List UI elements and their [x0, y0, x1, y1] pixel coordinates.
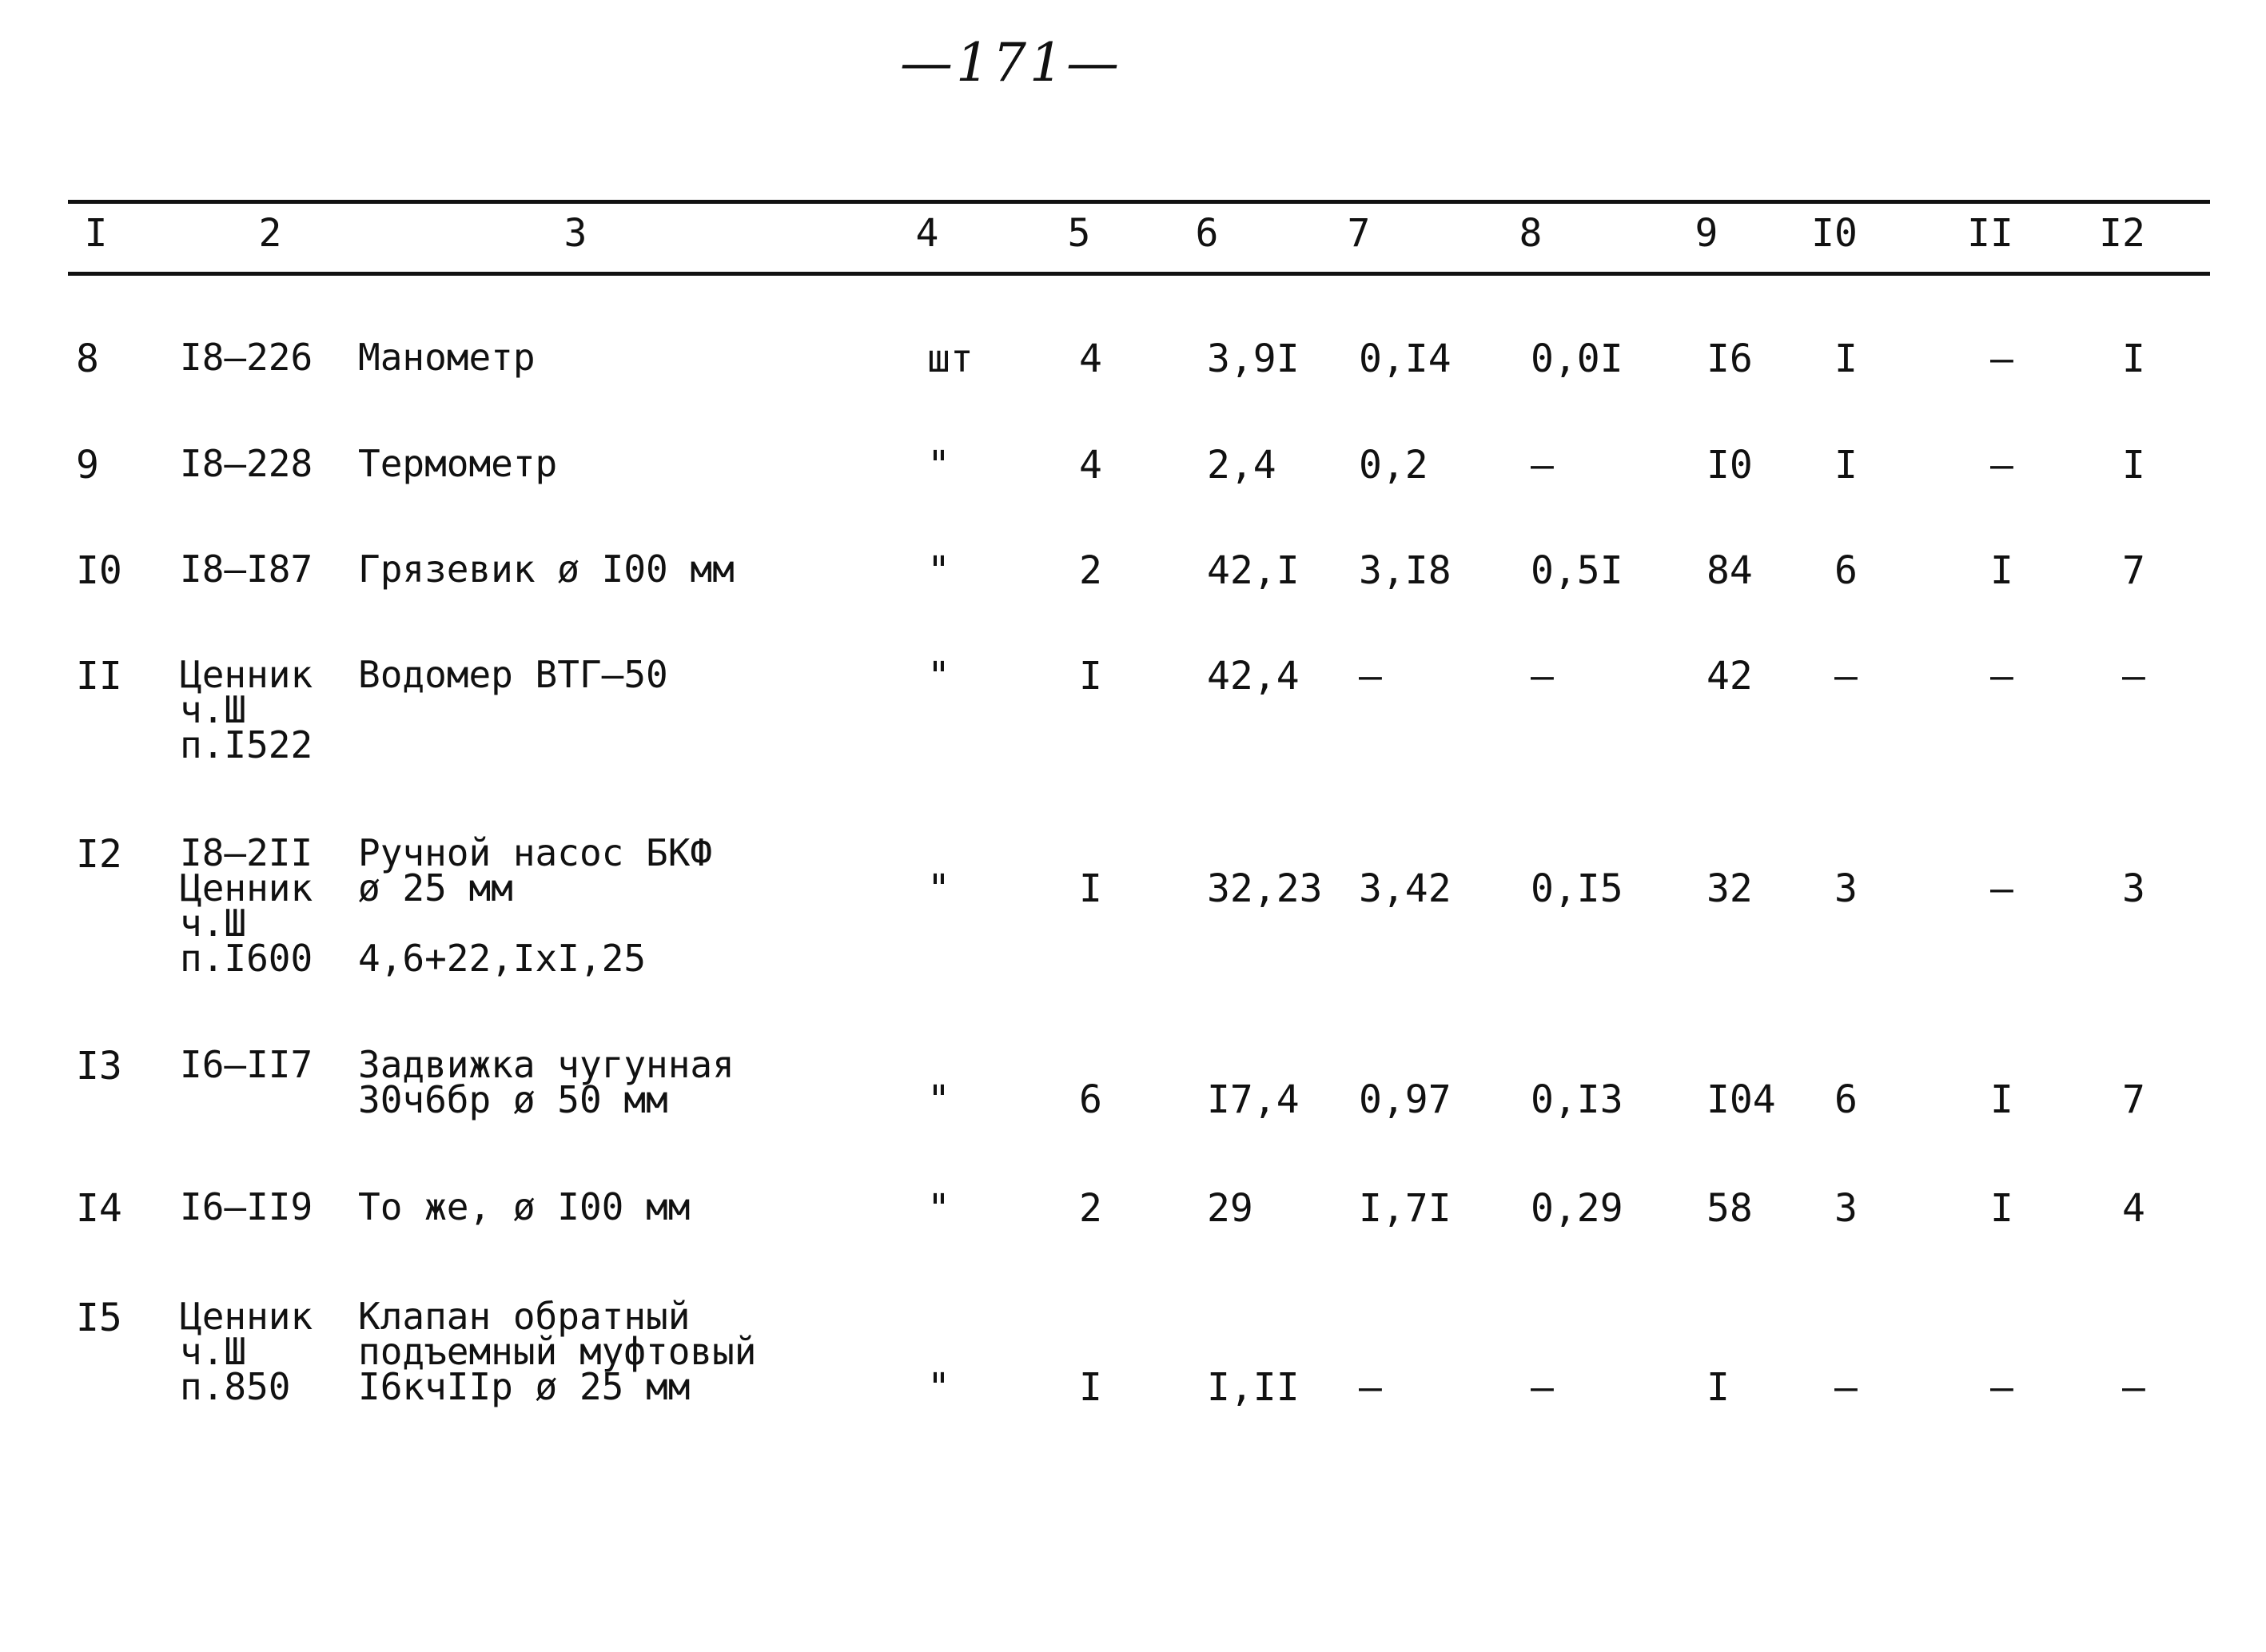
table-cell-c11: – [1990, 866, 2013, 911]
table-cell-c12: – [2122, 654, 2145, 699]
column-header: I [84, 211, 108, 256]
column-header: 8 [1519, 211, 1543, 256]
row-number: I3 [76, 1044, 122, 1089]
column-header: 9 [1695, 211, 1718, 256]
rate-code: Ценник [180, 1295, 313, 1338]
table-cell-c10: 3 [1834, 866, 1858, 911]
column-header: 6 [1195, 211, 1219, 256]
table-cell-c8: 0,I5 [1531, 866, 1623, 911]
column-header: 3 [564, 211, 587, 256]
table-cell-c5: 4 [1079, 336, 1102, 381]
table-cell-c7: 0,97 [1359, 1077, 1452, 1122]
table-cell-c5: I [1079, 866, 1102, 911]
table-cell-c7: 3,42 [1359, 866, 1452, 911]
table-cell-c12: 4 [2122, 1186, 2145, 1231]
column-header: I0 [1811, 211, 1858, 256]
table-cell-c11: I [1990, 1186, 2013, 1231]
table-cell-c5: I [1079, 1365, 1102, 1410]
item-name: Манометр [358, 336, 536, 379]
rate-code: ч.Ш [180, 688, 247, 731]
page-number: —171— [900, 32, 1122, 94]
table-cell-c11: – [1990, 443, 2013, 488]
rate-code: ч.Ш [180, 1330, 247, 1373]
item-name: Ручной насос БКФ [358, 831, 713, 874]
item-name: 4,6+22,IxI,25 [358, 937, 647, 980]
table-cell-c7: – [1359, 1365, 1382, 1410]
column-header: 4 [915, 211, 939, 256]
column-header: II [1967, 211, 2013, 256]
table-cell-c8: 0,0I [1531, 336, 1623, 381]
row-number: I0 [76, 548, 122, 593]
table-cell-c6: 2,4 [1207, 443, 1276, 488]
table-cell-c12: – [2122, 1365, 2145, 1410]
rate-code: I8–2II [180, 831, 313, 874]
table-cell-c10: I [1834, 443, 1858, 488]
table-cell-unit: " [927, 866, 950, 911]
table-cell-unit: шт [927, 336, 974, 381]
table-cell-unit: " [927, 1186, 950, 1231]
item-name: 30ч6бр ø 50 мм [358, 1078, 668, 1121]
table-cell-c7: – [1359, 654, 1382, 699]
table-cell-c5: 6 [1079, 1077, 1102, 1122]
table-cell-c9: I [1706, 1365, 1730, 1410]
table-cell-c9: 84 [1706, 548, 1753, 593]
table-cell-c11: – [1990, 1365, 2013, 1410]
rate-code: I8–I87 [180, 547, 313, 591]
row-number: 9 [76, 443, 99, 488]
table-cell-c10: 3 [1834, 1186, 1858, 1231]
column-header: 2 [258, 211, 282, 256]
table-cell-c7: 3,I8 [1359, 548, 1452, 593]
table-cell-c9: 58 [1706, 1186, 1753, 1231]
rate-code: I6–II7 [180, 1043, 313, 1086]
item-name: Водомер ВТГ–50 [358, 653, 668, 696]
item-name: Задвижка чугунная [358, 1043, 735, 1086]
table-cell-c9: I04 [1706, 1077, 1776, 1122]
rate-code: I6–II9 [180, 1185, 313, 1228]
item-name: подъемный муфтовый [358, 1330, 757, 1373]
table-cell-c10: – [1834, 1365, 1858, 1410]
table-top-rule [68, 200, 2210, 204]
column-header: 5 [1067, 211, 1091, 256]
row-number: I5 [76, 1296, 122, 1340]
table-cell-c7: 0,I4 [1359, 336, 1452, 381]
rate-code: I8–226 [180, 336, 313, 379]
table-header-rule [68, 272, 2210, 276]
rate-code: Ценник [180, 866, 313, 910]
rate-code: Ценник [180, 653, 313, 696]
table-cell-c6: 3,9I [1207, 336, 1300, 381]
table-cell-c6: I7,4 [1207, 1077, 1300, 1122]
table-cell-c8: 0,29 [1531, 1186, 1623, 1231]
table-cell-c12: 7 [2122, 548, 2145, 593]
table-cell-c6: 42,I [1207, 548, 1300, 593]
table-cell-unit: " [927, 654, 950, 699]
table-cell-c6: 29 [1207, 1186, 1253, 1231]
rate-code: п.850 [180, 1365, 291, 1408]
table-cell-c8: – [1531, 1365, 1554, 1410]
table-cell-c7: I,7I [1359, 1186, 1452, 1231]
table-cell-c12: I [2122, 443, 2145, 488]
rate-code: п.I600 [180, 937, 313, 980]
table-cell-c8: – [1531, 443, 1554, 488]
table-cell-c11: – [1990, 654, 2013, 699]
column-header: 7 [1347, 211, 1371, 256]
table-cell-c5: 2 [1079, 548, 1102, 593]
table-cell-c9: 42 [1706, 654, 1753, 699]
row-number: I2 [76, 832, 122, 877]
table-cell-c6: 32,23 [1207, 866, 1323, 911]
item-name: ø 25 мм [358, 866, 513, 910]
table-cell-c9: 32 [1706, 866, 1753, 911]
rate-code: I8–228 [180, 442, 313, 485]
table-cell-c11: – [1990, 336, 2013, 381]
table-cell-unit: " [927, 1365, 950, 1410]
table-cell-c5: I [1079, 654, 1102, 699]
table-cell-c8: 0,I3 [1531, 1077, 1623, 1122]
table-cell-unit: " [927, 1077, 950, 1122]
item-name: Термометр [358, 442, 558, 485]
rate-code: п.I522 [180, 723, 313, 766]
table-cell-c10: – [1834, 654, 1858, 699]
table-cell-c5: 4 [1079, 443, 1102, 488]
table-cell-c10: 6 [1834, 548, 1858, 593]
table-cell-c9: I0 [1706, 443, 1753, 488]
table-cell-c6: I,II [1207, 1365, 1300, 1410]
table-cell-c11: I [1990, 1077, 2013, 1122]
table-cell-c9: I6 [1706, 336, 1753, 381]
row-number: II [76, 654, 122, 699]
table-cell-c11: I [1990, 548, 2013, 593]
row-number: 8 [76, 336, 99, 381]
item-name: То же, ø I00 мм [358, 1185, 691, 1228]
item-name: I6кчIIр ø 25 мм [358, 1365, 691, 1408]
table-cell-c8: – [1531, 654, 1554, 699]
table-cell-c12: 3 [2122, 866, 2145, 911]
table-cell-c8: 0,5I [1531, 548, 1623, 593]
item-name: Клапан обратный [358, 1295, 691, 1338]
table-cell-c7: 0,2 [1359, 443, 1428, 488]
table-cell-c12: 7 [2122, 1077, 2145, 1122]
table-cell-c10: I [1834, 336, 1858, 381]
table-cell-c5: 2 [1079, 1186, 1102, 1231]
table-cell-c6: 42,4 [1207, 654, 1300, 699]
rate-code: ч.Ш [180, 902, 247, 945]
table-cell-unit: " [927, 548, 950, 593]
table-cell-c10: 6 [1834, 1077, 1858, 1122]
table-cell-c12: I [2122, 336, 2145, 381]
item-name: Грязевик ø I00 мм [358, 547, 735, 591]
row-number: I4 [76, 1186, 122, 1231]
table-cell-unit: " [927, 443, 950, 488]
column-header: I2 [2099, 211, 2145, 256]
